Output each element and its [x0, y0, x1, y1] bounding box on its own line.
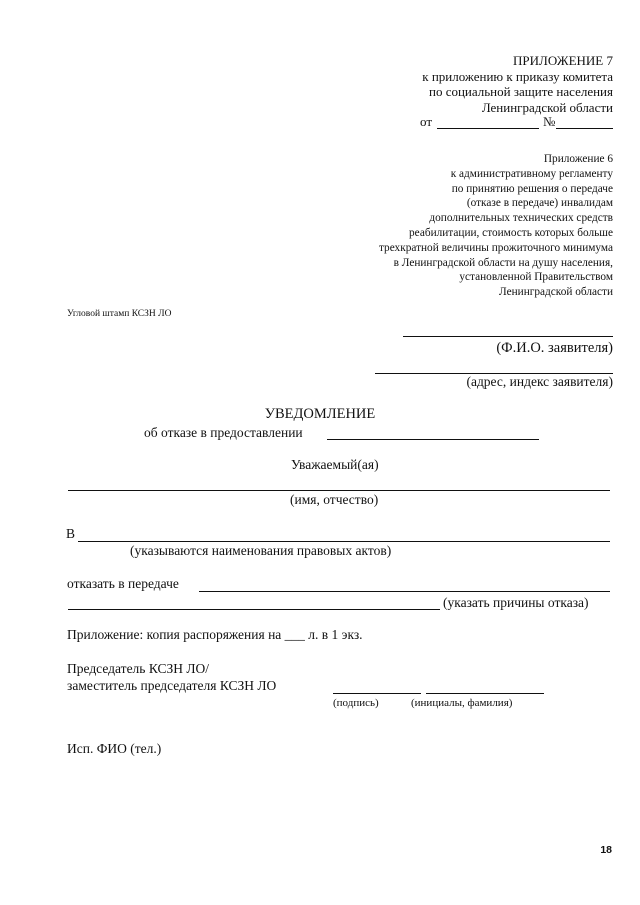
- appendix-7-line: к приложению к приказу комитета: [422, 68, 613, 84]
- applicant-fio-caption: (Ф.И.О. заявителя): [496, 340, 613, 356]
- appendix-7-line: по социальной защите населения: [428, 84, 613, 99]
- applicant-address-caption: (адрес, индекс заявителя): [466, 374, 613, 389]
- appendix-6-line: реабилитации, стоимость которых больше: [409, 226, 613, 239]
- appendix-6-line: дополнительных технических средств: [429, 212, 613, 225]
- notice-title: УВЕДОМЛЕНИЕ: [264, 406, 376, 422]
- signature-caption: (подпись): [333, 697, 379, 709]
- appendix-6-line: в Ленинградской области на душу населения,: [393, 256, 613, 269]
- appendix-6-line: к административному регламенту: [450, 167, 613, 180]
- from-date-label: от: [420, 114, 433, 129]
- initials-blank-line: [426, 693, 544, 694]
- legal-acts-caption: (указываются наименования правовых актов): [130, 543, 392, 558]
- legal-acts-line: [78, 541, 610, 542]
- notice-subject-line: [327, 439, 539, 440]
- executor-label: Исп. ФИО (тел.): [67, 741, 162, 756]
- applicant-fio-line: [403, 336, 613, 337]
- appendix-6-title: Приложение 6: [543, 153, 613, 165]
- number-label: №: [543, 114, 556, 129]
- signature-blank-line: [333, 693, 421, 694]
- appendix-6-line: (отказе в передаче) инвалидам: [466, 197, 613, 210]
- reasons-blank-line: [68, 609, 440, 610]
- corner-stamp-label: Угловой штамп КСЗН ЛО: [67, 309, 172, 319]
- appendix-7-title: ПРИЛОЖЕНИЕ 7: [513, 53, 613, 68]
- notice-subtitle: об отказе в предоставлении: [144, 425, 303, 440]
- appendix-6-block: [379, 152, 613, 300]
- number-blank-line: [556, 128, 613, 129]
- attachment-line: Приложение: копия распоряжения на ___ л. в 1 экз.: [67, 627, 363, 642]
- appendix-6-line: Ленинградской области: [499, 286, 613, 299]
- reasons-caption: (указать причины отказа): [443, 595, 589, 610]
- signatory-title-line2: заместитель председателя КСЗН ЛО: [67, 678, 277, 693]
- appendix-7-block: [422, 53, 613, 115]
- name-blank-line: [68, 490, 610, 491]
- appendix-6-line: установленной Правительством: [459, 271, 613, 284]
- signatory-title-line1: Председатель КСЗН ЛО/: [67, 661, 210, 676]
- greeting-label: Уважаемый(ая): [291, 457, 379, 472]
- v-label: В: [66, 526, 76, 541]
- refuse-subject-line: [199, 591, 610, 592]
- date-blank-line: [437, 128, 539, 129]
- refuse-label: отказать в передаче: [67, 576, 179, 591]
- page-number: 18: [600, 844, 612, 856]
- appendix-7-line: Ленинградской области: [481, 99, 613, 115]
- name-caption: (имя, отчество): [290, 492, 379, 507]
- appendix-6-line: по принятию решения о передаче: [451, 182, 613, 195]
- appendix-6-line: трехкратной величины прожиточного минимума: [378, 241, 613, 254]
- initials-caption: (инициалы, фамилия): [411, 697, 513, 709]
